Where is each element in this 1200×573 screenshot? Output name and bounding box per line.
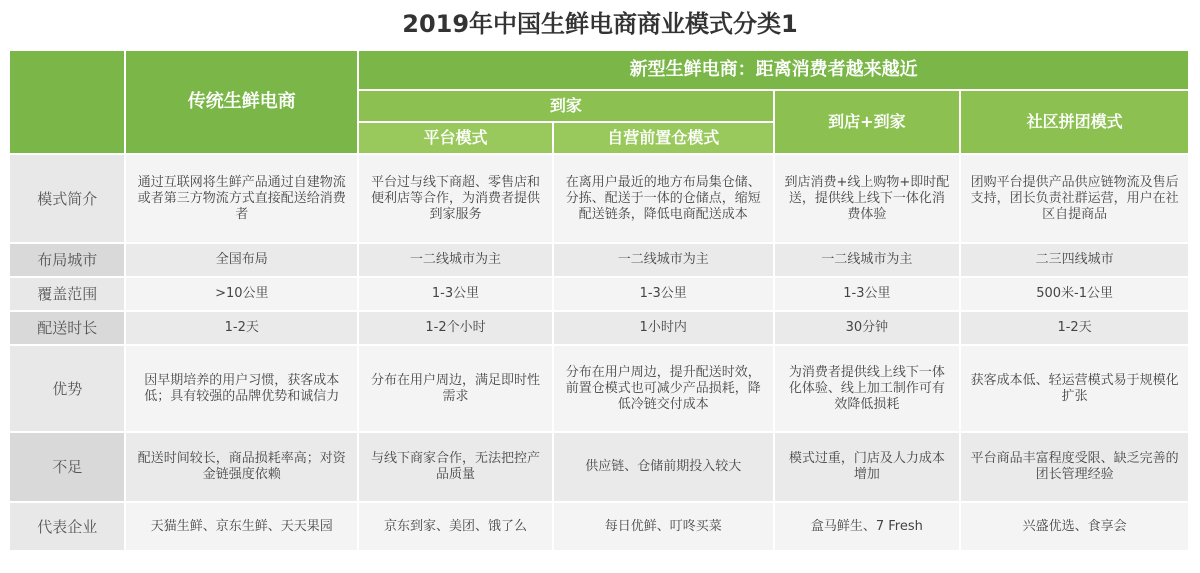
header-corner	[10, 51, 124, 153]
table-row	[10, 346, 1188, 431]
table-cell: 模式过重，门店及人力成本增加	[775, 433, 960, 501]
table-cell: 团购平台提供产品供应链物流及售后支持，团长负责社群运营，用户在社区自提商品	[961, 155, 1188, 242]
table-cell: 平台过与线下商超、零售店和便利店等合作，为消费者提供到家服务	[359, 155, 552, 242]
row-label: 配送时长	[10, 312, 124, 344]
header-community: 社区拼团模式	[961, 91, 1188, 153]
table-cell: 到店消费+线上购物+即时配送，提供线上线下一体化消费体验	[775, 155, 960, 242]
table-cell: 1-2天	[126, 312, 357, 344]
row-label: 优势	[10, 346, 124, 431]
header-traditional: 传统生鲜电商	[126, 51, 357, 153]
table-cell: 兴盛优选、食享会	[961, 503, 1188, 550]
table-row	[10, 155, 1188, 242]
table-cell: 一二线城市为主	[359, 244, 552, 276]
table-cell: 每日优鲜、叮咚买菜	[554, 503, 773, 550]
table-cell: 分布在用户周边，提升配送时效，前置仓模式也可减少产品损耗，降低冷链交付成本	[554, 346, 773, 431]
header-platform: 平台模式	[359, 123, 552, 153]
table-cell: 获客成本低、轻运营模式易于规模化扩张	[961, 346, 1188, 431]
row-label: 模式简介	[10, 155, 124, 242]
header-self-operated: 自营前置仓模式	[554, 123, 773, 153]
table-cell: 500米-1公里	[961, 278, 1188, 310]
table-cell: 30分钟	[775, 312, 960, 344]
row-label: 覆盖范围	[10, 278, 124, 310]
table-cell: 1小时内	[554, 312, 773, 344]
table-cell: 配送时间较长，商品损耗率高；对资金链强度依赖	[126, 433, 357, 501]
table-cell: 平台商品丰富程度受限、缺乏完善的团长管理经验	[961, 433, 1188, 501]
table-cell: 分布在用户周边，满足即时性需求	[359, 346, 552, 431]
table-row	[10, 433, 1188, 501]
table-cell: 1-2天	[961, 312, 1188, 344]
table-cell: 天猫生鲜、京东生鲜、天天果园	[126, 503, 357, 550]
row-label: 布局城市	[10, 244, 124, 276]
header-store-plus-home: 到店+到家	[775, 91, 960, 153]
table-cell: 为消费者提供线上线下一体化体验、线上加工制作可有效降低损耗	[775, 346, 960, 431]
table-cell: 供应链、仓储前期投入较大	[554, 433, 773, 501]
table-cell: 通过互联网将生鲜产品通过自建物流或者第三方物流方式直接配送给消费者	[126, 155, 357, 242]
table-row	[10, 278, 1188, 310]
table-cell: 因早期培养的用户习惯，获客成本低；具有较强的品牌优势和诚信力	[126, 346, 357, 431]
table-cell: 盒马鲜生、7 Fresh	[775, 503, 960, 550]
table-row	[10, 503, 1188, 550]
table-cell: 一二线城市为主	[554, 244, 773, 276]
business-model-table	[8, 49, 1190, 552]
table-cell: 1-3公里	[775, 278, 960, 310]
page-title: 2019年中国生鲜电商商业模式分类1	[402, 10, 798, 38]
header-to-home: 到家	[359, 91, 772, 121]
header-new-type: 新型生鲜电商：距离消费者越来越近	[359, 51, 1188, 89]
table-cell: 在离用户最近的地方布局集仓储、分拣、配送于一体的仓储点，缩短配送链条，降低电商配送成本	[554, 155, 773, 242]
table-cell: 二三四线城市	[961, 244, 1188, 276]
table-cell: >10公里	[126, 278, 357, 310]
table-cell: 一二线城市为主	[775, 244, 960, 276]
table-cell: 1-3公里	[359, 278, 552, 310]
table-cell: 1-3公里	[554, 278, 773, 310]
table-row	[10, 312, 1188, 344]
table-cell: 1-2个小时	[359, 312, 552, 344]
table-row	[10, 244, 1188, 276]
table-cell: 与线下商家合作，无法把控产品质量	[359, 433, 552, 501]
row-label: 不足	[10, 433, 124, 501]
table-cell: 京东到家、美团、饿了么	[359, 503, 552, 550]
row-label: 代表企业	[10, 503, 124, 550]
table-cell: 全国布局	[126, 244, 357, 276]
